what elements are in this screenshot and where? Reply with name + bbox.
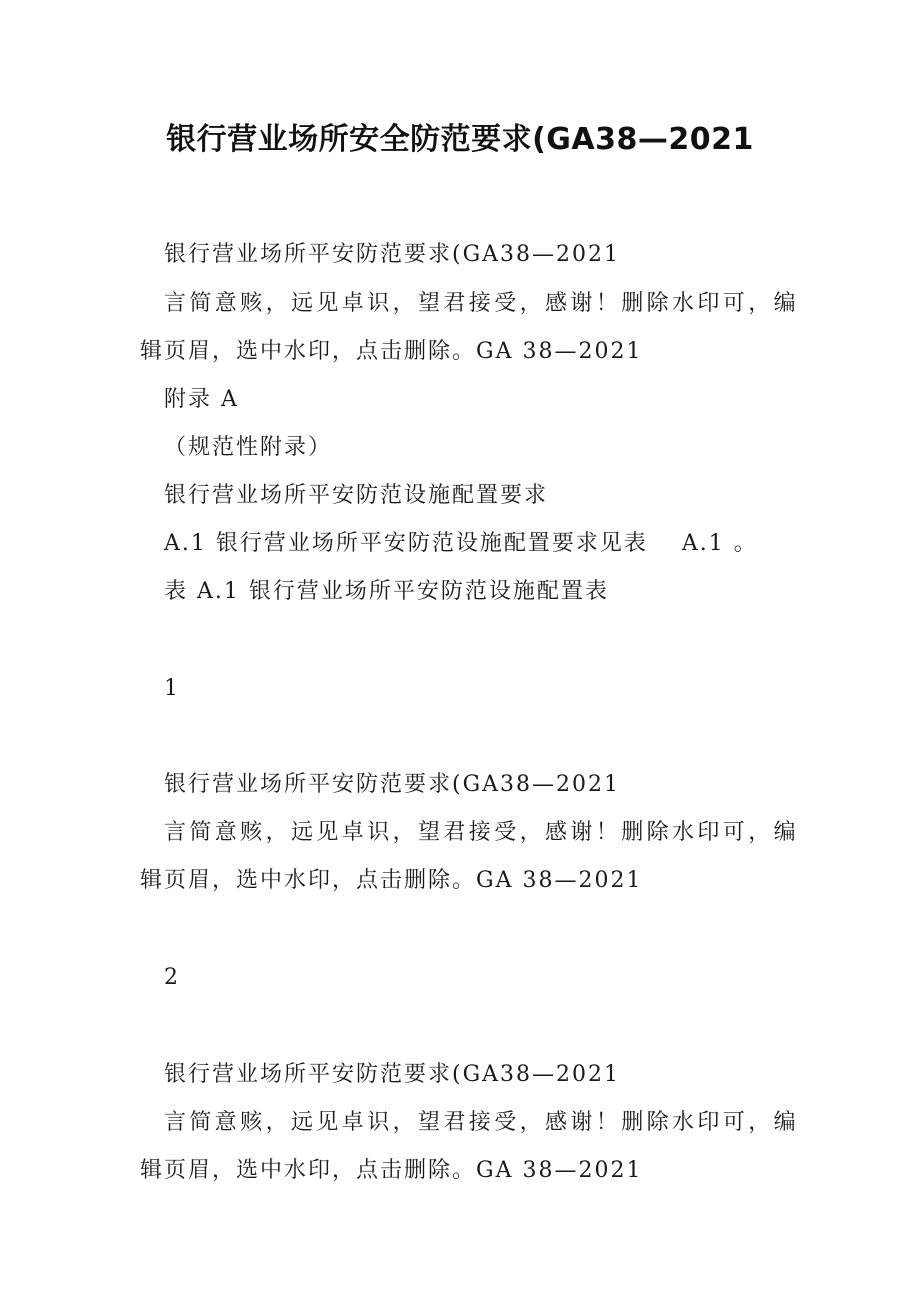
running-header: 银行营业场所平安防范要求(GA38—2021: [164, 242, 621, 267]
watermark-note-line: 言简意赅，远见卓识，望君接受，感谢！删除水印可，编: [164, 1110, 800, 1135]
section-title: 银行营业场所平安防范设施配置要求: [164, 483, 549, 508]
watermark-note-line: 言简意赅，远见卓识，望君接受，感谢！删除水印可，编: [164, 291, 800, 316]
appendix-subheading: （规范性附录）: [164, 435, 333, 460]
body-paragraph: [164, 529, 758, 559]
appendix-heading: 附录 A: [164, 387, 239, 412]
page-number: 1: [164, 676, 180, 701]
running-header: 银行营业场所平安防范要求(GA38—2021: [164, 772, 621, 797]
table-reference: A.1 。: [681, 531, 758, 556]
document-title: 银行营业场所安全防范要求(GA38—2021: [166, 122, 754, 157]
running-header: 银行营业场所平安防范要求(GA38—2021: [164, 1062, 621, 1087]
watermark-note-line: 辑页眉，选中水印，点击删除。GA 38—2021: [140, 868, 643, 893]
watermark-note-line: 辑页眉，选中水印，点击删除。GA 38—2021: [140, 1158, 643, 1183]
watermark-note-line: 辑页眉，选中水印，点击删除。GA 38—2021: [140, 339, 643, 364]
watermark-note-line: 言简意赅，远见卓识，望君接受，感谢！删除水印可，编: [164, 820, 800, 845]
page-number: 2: [164, 965, 180, 990]
body-text: A.1 银行营业场所平安防范设施配置要求见表: [164, 531, 648, 556]
table-caption: 表 A.1 银行营业场所平安防范设施配置表: [164, 579, 609, 604]
